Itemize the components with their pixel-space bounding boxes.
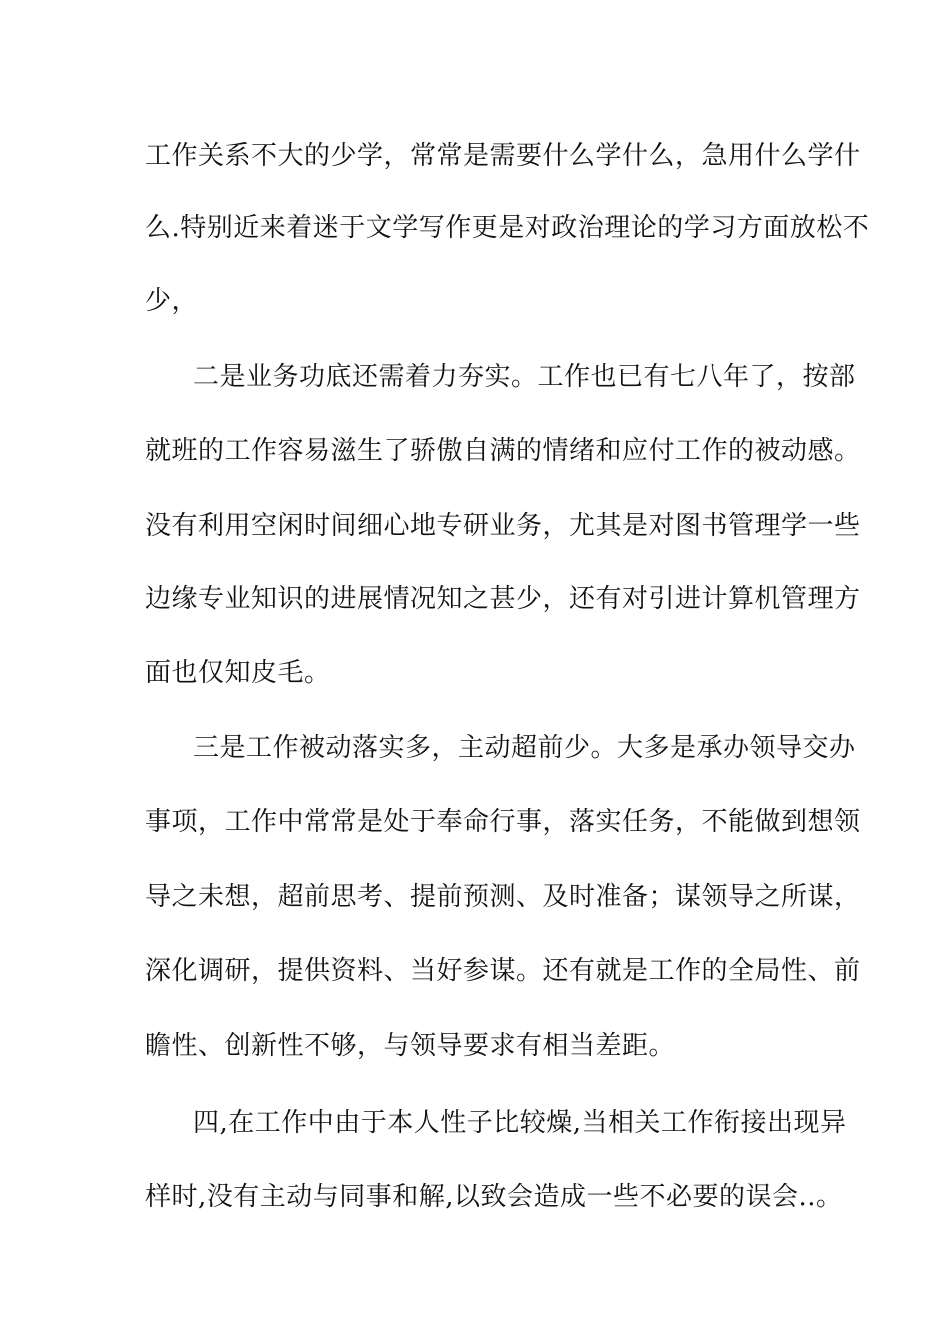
paragraph-line: 事项，工作中常常是处于奉命行事，落实任务，不能做到想领: [145, 807, 861, 837]
paragraph-line: 没有利用空闲时间细心地专研业务，尤其是对图书管理学一些: [145, 511, 861, 541]
paragraph-line: 样时,没有主动与同事和解,以致会造成一些不必要的误会..。: [145, 1182, 843, 1212]
paragraph-line: 瞻性、创新性不够，与领导要求有相当差距。: [145, 1031, 676, 1061]
paragraph-line: 导之未想，超前思考、提前预测、及时准备；谋领导之所谋，: [145, 882, 861, 912]
paragraph-line: 少，: [145, 286, 199, 316]
paragraph-line: 四,在工作中由于本人性子比较燥,当相关工作衔接出现异: [193, 1108, 847, 1138]
paragraph-line: 工作关系不大的少学，常常是需要什么学什么，急用什么学什: [145, 141, 861, 171]
paragraph-line: 深化调研，提供资料、当好参谋。还有就是工作的全局性、前: [145, 956, 861, 986]
paragraph-line: 就班的工作容易滋生了骄傲自满的情绪和应付工作的被动感。: [145, 436, 861, 466]
paragraph-line: 二是业务功底还需着力夯实。工作也已有七八年了，按部: [193, 362, 856, 392]
paragraph-line: 边缘专业知识的进展情况知之甚少，还有对引进计算机管理方: [145, 584, 861, 614]
paragraph-line: 面也仅知皮毛。: [145, 658, 331, 688]
paragraph-line: 么.特别近来着迷于文学写作更是对政治理论的学习方面放松不: [145, 213, 870, 243]
paragraph-line: 三是工作被动落实多，主动超前少。大多是承办领导交办: [193, 733, 856, 763]
